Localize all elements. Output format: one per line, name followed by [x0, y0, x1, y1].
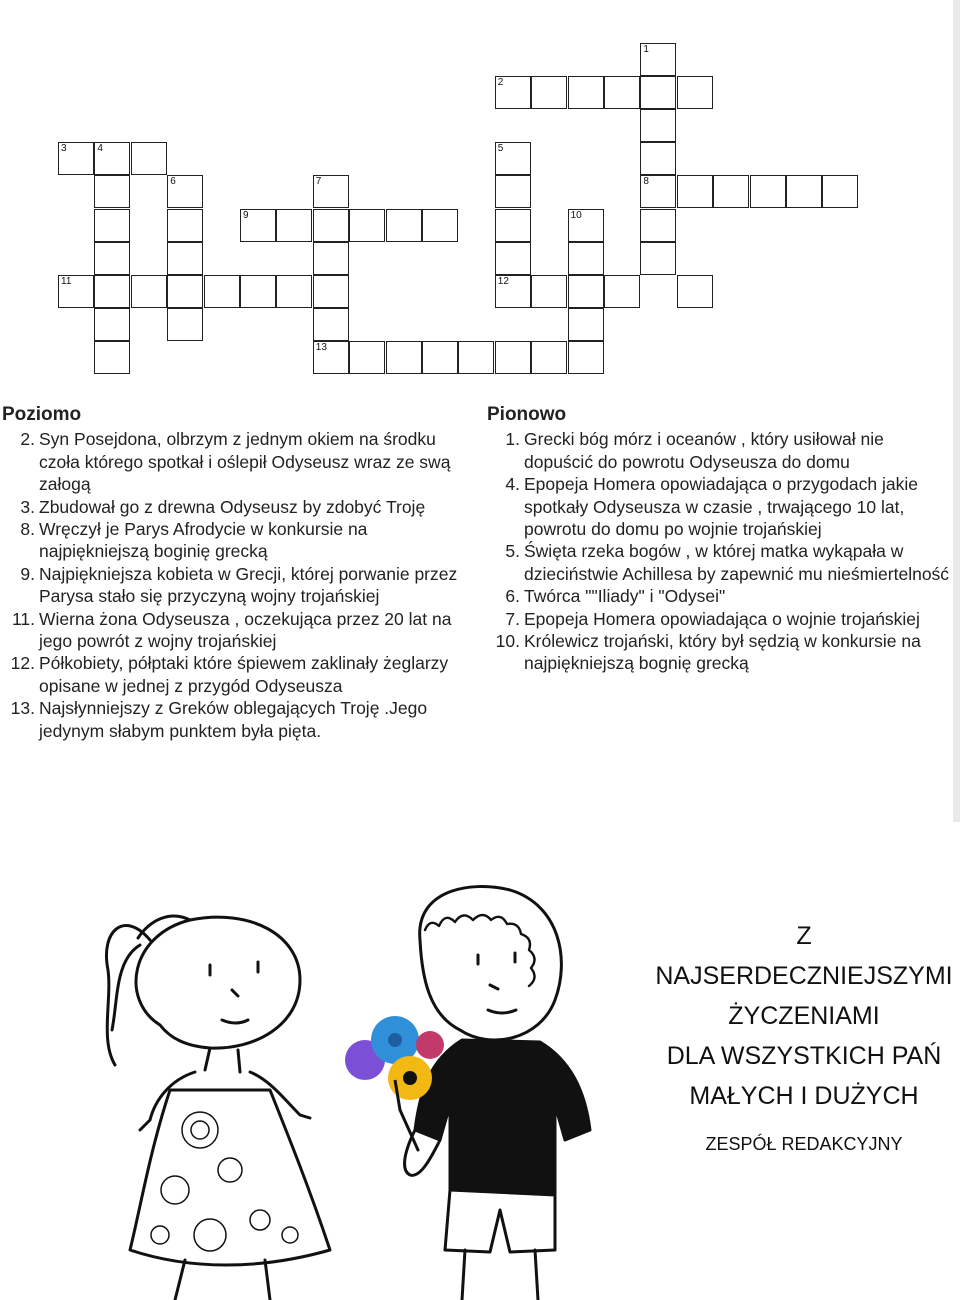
crossword-cell[interactable] [495, 242, 531, 275]
crossword-cell[interactable] [677, 275, 713, 308]
crossword-cell[interactable] [94, 308, 130, 341]
cell-number: 1 [643, 44, 649, 55]
crossword-cell[interactable] [640, 209, 676, 242]
crossword-cell[interactable] [386, 209, 422, 242]
crossword-cell[interactable] [568, 209, 604, 242]
clue-down: 4. Epopeja Homera opowiadająca o przygodach jakie spotkały Odyseusza w czasie , trwającego 10 lat, powrotu do domu po wojnie trojańskiej [505, 474, 918, 540]
crossword-cell[interactable] [604, 275, 640, 308]
cell-number: 12 [497, 275, 509, 287]
cell-number: 2 [497, 77, 504, 89]
crossword-cell[interactable] [531, 341, 567, 374]
crossword-cell[interactable] [349, 341, 385, 374]
crossword-cell[interactable] [94, 175, 130, 208]
crossword-cell[interactable] [677, 175, 713, 208]
crossword-cell[interactable] [531, 76, 567, 109]
clue-across: 8. Wręczył je Parys Afrodycie w konkursie na najpiękniejszą boginię grecką [20, 519, 368, 562]
crossword-cell[interactable] [58, 142, 94, 175]
crossword-cell[interactable] [422, 341, 458, 374]
crossword-cell[interactable] [568, 341, 604, 374]
crossword-cell[interactable] [640, 175, 676, 208]
down-title: Pionowo [487, 404, 567, 425]
crossword-cell[interactable] [94, 209, 130, 242]
crossword-cell[interactable] [386, 341, 422, 374]
crossword-cell[interactable] [131, 142, 167, 175]
crossword-cell[interactable] [276, 275, 312, 308]
crossword-cell[interactable] [568, 275, 604, 308]
crossword-cell[interactable] [568, 242, 604, 275]
cell-number: 3 [61, 143, 67, 155]
crossword-grid [0, 0, 960, 380]
crossword-cell[interactable] [640, 142, 676, 175]
crossword-cell[interactable] [713, 175, 749, 208]
crossword-cell[interactable] [677, 76, 713, 109]
crossword-cell[interactable] [495, 275, 531, 308]
cell-number: 10 [570, 209, 582, 221]
clue-across: 13. Najsłynniejszy z Greków oblegających Troję .Jego jedynym słabym punktem była pięta. [10, 698, 428, 741]
crossword-cell[interactable] [167, 175, 203, 208]
crossword-cell[interactable] [495, 175, 531, 208]
crossword-cell[interactable] [495, 142, 531, 175]
crossword-cell[interactable] [167, 275, 203, 308]
greeting-line: DLA WSZYSTKICH PAŃ [666, 1042, 942, 1070]
crossword-cell[interactable] [313, 242, 349, 275]
crossword-cell[interactable] [131, 275, 167, 308]
cell-number: 6 [170, 176, 176, 188]
clue-across: 2. Syn Posejdona, olbrzym z jednym okiem na środku czoła którego spotkał i oślepił Odyseusz wraz ze swą załogą [20, 429, 451, 495]
clue-across: 12. Półkobiety, półptaki które śpiewem zaklinały żeglarzy opisane w jednej z przygód Odyseusza [10, 653, 449, 696]
crossword-cell[interactable] [458, 341, 494, 374]
crossword-cell[interactable] [568, 76, 604, 109]
boy-figure [400, 887, 590, 1300]
crossword-cell[interactable] [204, 275, 240, 308]
crossword-cell[interactable] [568, 308, 604, 341]
clue-down: 10. Królewicz trojański, który był sędzią w konkursie na najpiękniejszą bognię grecką [495, 631, 921, 674]
crossword-cell[interactable] [531, 275, 567, 308]
crossword-cell[interactable] [786, 175, 822, 208]
crossword-cell[interactable] [167, 242, 203, 275]
crossword-cell[interactable] [276, 209, 312, 242]
cell-number: 13 [315, 341, 327, 353]
crossword-cell[interactable] [604, 76, 640, 109]
crossword-cell[interactable] [94, 341, 130, 374]
crossword-cell[interactable] [349, 209, 385, 242]
girl-figure [106, 916, 330, 1300]
across-clues [2, 404, 472, 742]
crossword-cell[interactable] [167, 209, 203, 242]
crossword-cell[interactable] [313, 275, 349, 308]
crossword-cell[interactable] [94, 242, 130, 275]
across-title: Poziomo [2, 404, 82, 425]
greeting-block [648, 916, 960, 1155]
crossword-cell[interactable] [313, 175, 349, 208]
kids-illustration [0, 850, 640, 1300]
greeting-line: ŻYCZENIAMI [728, 1002, 880, 1030]
cell-number: 9 [243, 209, 249, 221]
crossword-cell[interactable] [495, 209, 531, 242]
down-clues [487, 404, 955, 675]
crossword-cell[interactable] [313, 209, 349, 242]
crossword-cell[interactable] [240, 275, 276, 308]
greeting-line: Z NAJSERDECZNIEJSZYMI [655, 922, 953, 990]
clue-across: 9. Najpiękniejsza kobieta w Grecji, której porwanie przez Parysa stało się przyczyną wojny trojańskiej [20, 563, 458, 607]
crossword-cell[interactable] [750, 175, 786, 208]
clue-down: 7. Epopeja Homera opowiadająca o wojnie trojańskiej [505, 608, 920, 629]
clue-down: 6. Twórca ""Iliady" i "Odysei" [505, 586, 726, 607]
crossword-cell[interactable] [167, 308, 203, 341]
crossword-cell[interactable] [640, 242, 676, 275]
crossword-cell[interactable] [94, 142, 130, 175]
crossword-cell[interactable] [313, 308, 349, 341]
crossword-cell[interactable] [94, 275, 130, 308]
crossword-cell[interactable] [495, 341, 531, 374]
cell-number: 5 [497, 143, 504, 155]
signature: ZESPÓŁ REDAKCYJNY [705, 1134, 903, 1154]
cell-number: 8 [643, 176, 649, 188]
cell-number: 4 [97, 143, 103, 155]
clue-down: 5. Święta rzeka bogów , w której matka wykąpała w dzieciństwie Achillesa by zapewnić mu nieśmiertelność [505, 541, 950, 584]
crossword-cell[interactable] [640, 43, 676, 76]
clue-across: 3. Zbudował go z drewna Odyseusz by zdobyć Troję [20, 496, 426, 517]
crossword-cell[interactable] [822, 175, 858, 208]
greeting-line: MAŁYCH I DUŻYCH [689, 1082, 919, 1110]
crossword-cell[interactable] [422, 209, 458, 242]
crossword-cell[interactable] [313, 341, 349, 374]
crossword-cell[interactable] [495, 76, 531, 109]
crossword-cell[interactable] [240, 209, 276, 242]
crossword-cell[interactable] [58, 275, 94, 308]
clue-down: 1. Grecki bóg mórz i oceanów , który usiłował nie dopuścić do powrotu Odyseusza do domu [505, 429, 884, 472]
clue-across: 11. Wierna żona Odyseusza , oczekująca przez 20 lat na jego powrót z wojny trojańskiej [11, 608, 452, 652]
cell-number: 11 [61, 275, 72, 287]
crossword-cell[interactable] [640, 76, 676, 109]
crossword-cell[interactable] [640, 109, 676, 142]
cell-number: 7 [315, 176, 322, 188]
